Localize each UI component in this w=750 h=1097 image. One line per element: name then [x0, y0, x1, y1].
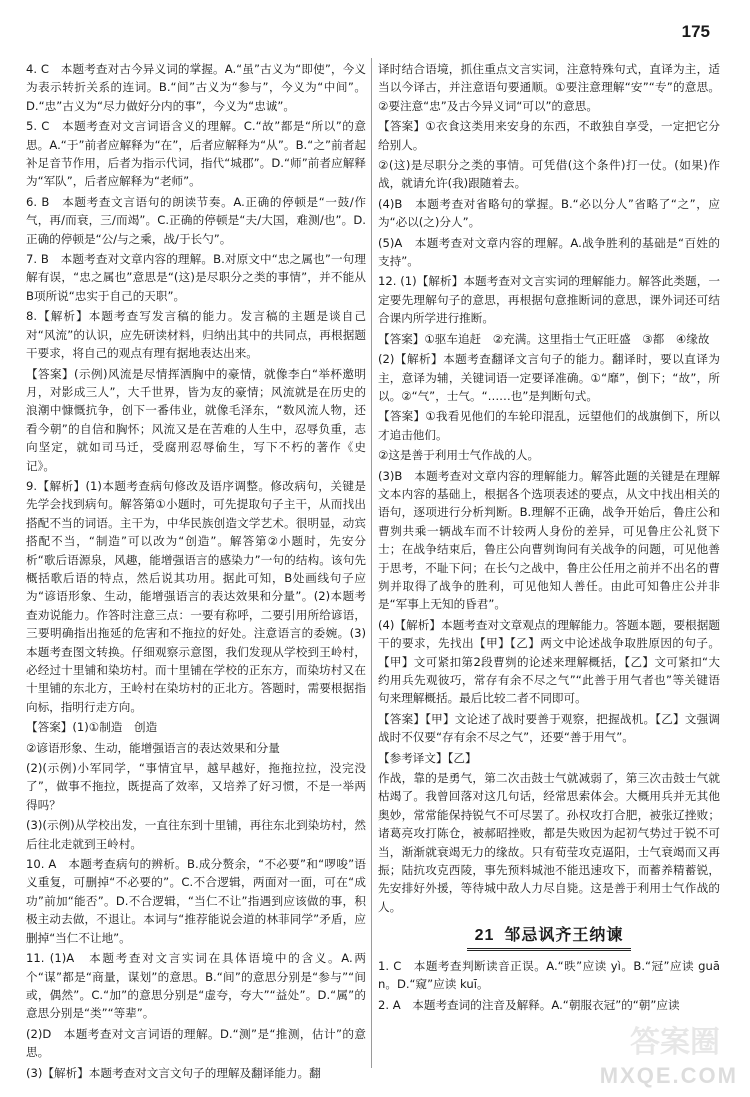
- answer-entry: 5. C 本题考查对文言词语含义的理解。C.“故”都是“所以”的意思。A.“于”前者应解释为“在”，后者应解释为“从”。B.“之”前者起补足音节作用，后者为指示代词，指代“城郡”。D.“师”前者应解释为“军队”，后者应解释为“老师”。: [26, 119, 366, 189]
- answer-entry: 2. A 本题考查词的注音及解释。A.“朝服衣冠”的“朝”应读: [378, 997, 680, 1012]
- answer-entry: 作战，靠的是勇气，第二次击鼓士气就减弱了，第三次击鼓士气就枯竭了。我曾回落对这几句话，经常思索体会。大概用兵并无其他奥妙，常常能保持锐气不可尽罢了。孙权攻打合肥，被张辽挫败；诸葛亮攻打陈仓，被郝昭挫败，都是失败因为起初气势过于锐不可当，渐渐就衰竭无力的缘故。只有荀莹攻克逼阳，士气衰竭而又再振；陆抗攻克西陵，事先预料城池不能迅速攻下，而蓄养精蓄锐，先安排好外援，等待城中敌人力尽自毙。这是善于利用士气作战的人。: [378, 771, 720, 914]
- answer-entry: 【参考译文】【乙】: [378, 750, 477, 765]
- answer-entry: (2)【解析】本题考查翻译文言句子的能力。翻译时，要以直译为主，意译为辅，关键词语一定要译准确。①“靡”，倒下；“故”，所以。②“气”，士气。“……也”是判断句式。: [378, 352, 720, 403]
- section-title: 邹忌讽齐王纳谏: [504, 925, 624, 945]
- answer-entry: 译时结合语境，抓住重点文言实词，注意特殊句式，直译为主，适当以今译古，并注意语句要通顺。①要注意理解“安”“专”的意思。②要注意“忠”及古今异义词“可以”的意思。: [378, 62, 720, 113]
- answer-entry: 【答案】①衣食这类用来安身的东西，不敢独自享受，一定把它分给别人。: [378, 119, 720, 152]
- section-answers: [378, 957, 720, 1014]
- answer-entry: 11. (1)A 本题考查对文言实词在具体语境中的含义。A.两个“谋”都是“商量，谋划”的意思。B.“间”的意思分别是“参与”“间或，偶然”。C.“加”的意思分别是“虚夸，夸大”“益处”。D.“属”的意思分别是“类”“等辈”。: [26, 951, 366, 1021]
- answer-entry: 1. C 本题考查判断读音正误。A.“昳”应读 yì。B.“冠”应读 guān。D.“窥”应读 kuī。: [378, 958, 720, 992]
- answer-entry: 7. B 本题考查对文章内容的理解。B.对原文中“忠之属也”一句理解有误，“忠之属也”意思是“(这)是尽职分之类的事情”，并不能从B项所说“忠实于自己的天职”。: [26, 252, 366, 303]
- answer-entry: (4)【解析】本题考查对文章观点的理解能力。答题本题，要根据题干的要求，先找出【甲】【乙】两文中论述战争取胜原因的句子。【甲】文可紧扣第2段曹刿的论述来理解概括，【乙】文可紧扣“大约用兵先观彼巧，常存有余不尽之气”“此善于用气者也”等关键语句来理解概括。最后比较二者不同即可。: [378, 617, 720, 706]
- answer-entry: 【答案】(示例)风流是尽情挥洒胸中的豪情，就像李白“举杯邀明月，对影成三人”，大千世界，皆为友的豪情；风流就是在历史的浪潮中慷慨抗争，创下一番伟业，就像毛泽东，“数风流人物，还看今朝”的自信和胸怀；风流又是在苦难的人生中，忍辱负重，志向坚定，就如司马迁，受腐刑忍辱偷生，写下不朽的著作《史记》。: [26, 366, 366, 473]
- answer-entry: 10. A 本题考查病句的辨析。B.成分赘余，“不必要”和“啰唆”语义重复，可删掉“不必要的”。C.不合逻辑，两面对一面，可在“成功”前加“能否”。D.不合逻辑，“当仁不让”指遇到应该做的事，积极主动去做，不退让。本词与“推荐能说会道的林菲同学”矛盾，应删掉“当仁不让地”。: [26, 857, 366, 945]
- section-heading: [378, 926, 720, 950]
- right-column: [378, 60, 720, 1016]
- answer-entry: 6. B 本题考查文言语句的朗读节奏。A.正确的停顿是“一鼓/作气，再/而衰，三/而竭”。C.正确的停顿是“夫/大国，难测/也”。D.正确的停顿是“公/与之乘，战/于长勺”。: [26, 194, 366, 246]
- answer-entry: (4)B 本题考查对省略句的掌握。B.“必以分人”省略了“之”，应为“必以(之)分人”。: [378, 196, 720, 230]
- answer-entry: (3)B 本题考查对文章内容的理解能力。解答此题的关键是在理解文本内容的基础上，根据各个选项表述的要点，从文中找出相关的语句，逐项进行分析判断。B.理解不正确，战争开始后，鲁庄公和曹刿共乘一辆战车而不计较两人身份的差异，可见鲁庄公礼贤下士；在战争结束后，鲁庄公向曹刿询问有关战争的问题，可见他善于思考，不耻下问；在长勺之战中，鲁庄公任用之前并不出名的曹刿并取得了战争的胜利，可见他知人善任。由此可知鲁庄公并非是“军事上无知的昏君”。: [378, 468, 720, 612]
- answer-entry: 【答案】①驱车追赶 ②充满。这里指士气正旺盛 ③都 ④缘故: [378, 331, 710, 346]
- answer-entry: (3)(示例)从学校出发，一直往东到十里铺，再往东北到染坊村，然后往北走就到王岭村。: [26, 818, 366, 851]
- answer-entry: ②这是善于利用士气作战的人。: [378, 448, 540, 463]
- answer-entry: (5)A 本题考查对文章内容的理解。A.战争胜利的基础是“百姓的支持”。: [378, 235, 720, 269]
- answer-entry: (3)【解析】本题考查对文言文句子的理解及翻译能力。翻: [26, 1065, 321, 1080]
- left-column: [26, 60, 366, 1084]
- answer-entry: 【答案】【甲】文论述了战时要善于观察，把握战机。【乙】文强调战时不仅要“存有余不尽之气”，还要“善于用气”。: [378, 711, 720, 745]
- answer-entry: 4. C 本题考查对古今异义词的掌握。A.“虽”古义为“即使”，今义为表示转折关系的连词。B.“间”古义为“参与”，今义为“中间”。D.“忠”古义为“尽力做好分内的事”，今义为“忠诚”。: [26, 62, 366, 113]
- answer-entry: ②谚语形象、生动，能增强语言的表达效果和分量: [26, 740, 280, 755]
- answer-entry: (2)D 本题考查对文言词语的理解。D.“测”是“推测，估计”的意思。: [26, 1026, 366, 1060]
- answer-entry: 【答案】①我看见他们的车轮印混乱，远望他们的战旗倒下，所以才追击他们。: [378, 409, 720, 442]
- answer-entry: (2)(示例)小军同学，“事情宜早，越早越好，拖拖拉拉，没完没了”，做事不拖拉，既提高了效率，又培养了好习惯，不是一举两得吗？: [26, 761, 366, 812]
- answer-entry: 9.【解析】(1)本题考查病句修改及语序调整。修改病句，关键是先学会找到病句。解答第①小题时，可先提取句子主干，从而找出搭配不当的词语。主干为，中华民族创造文学艺术。很明显，动宾搭配不当，“制造”可以改为“创造”。解答第②小题时，先安分析“歌后语源泉，风趣，能增强语言的感染力”一句的结构。该句先概括歌后语的特点，然后说其功用。据此可知，B处画线句子应为“谚语形象、生动，能增强语言的表达效果和分量”。(2)本题考查劝说能力。作答时注意三点：一要有称呼，二要引用所给谚语，三要明确指出拖延的危害和不拖拉的好处。注意语言的委婉。(3)本题考查图文转换。仔细观察示意图，我们发现从学校到王岭村，必经过十里铺和染坊村。而十里铺在学校的正东方，而染坊村又在十里铺的东北方，王岭村在染坊村的正北方。答题时，需要根据指向标，指明行走方向。: [26, 478, 366, 714]
- page-number: 175: [681, 22, 710, 41]
- watermark-logo: 答案圈: [630, 1025, 720, 1060]
- section-number: 21: [474, 927, 495, 945]
- column-divider: [371, 58, 372, 1068]
- answer-entry: 12. (1)【解析】本题考查对文言实词的理解能力。解答此类题，一定要先理解句子的意思，再根据句意推断词的意思，课外词还可结合课内所学进行推断。: [378, 274, 720, 326]
- right-column-answers: [378, 60, 720, 916]
- answer-entry: 8.【解析】本题考查写发言稿的能力。发言稿的主题是谈自己对“风流”的认识，应先研读材料，归纳出其中的共同点，再根据题干要求，将自己的观点有理有据地表达出来。: [26, 309, 366, 361]
- answer-entry: ②(这)是尽职分之类的事情。可凭借(这个条件)打一仗。(如果)作战，就请允许(我)跟随着去。: [378, 158, 720, 191]
- answer-entry: 【答案】(1)①制造 创造: [26, 720, 158, 735]
- section-heading-bar: [467, 926, 632, 950]
- watermark-text: MXQE.COM: [599, 1063, 738, 1088]
